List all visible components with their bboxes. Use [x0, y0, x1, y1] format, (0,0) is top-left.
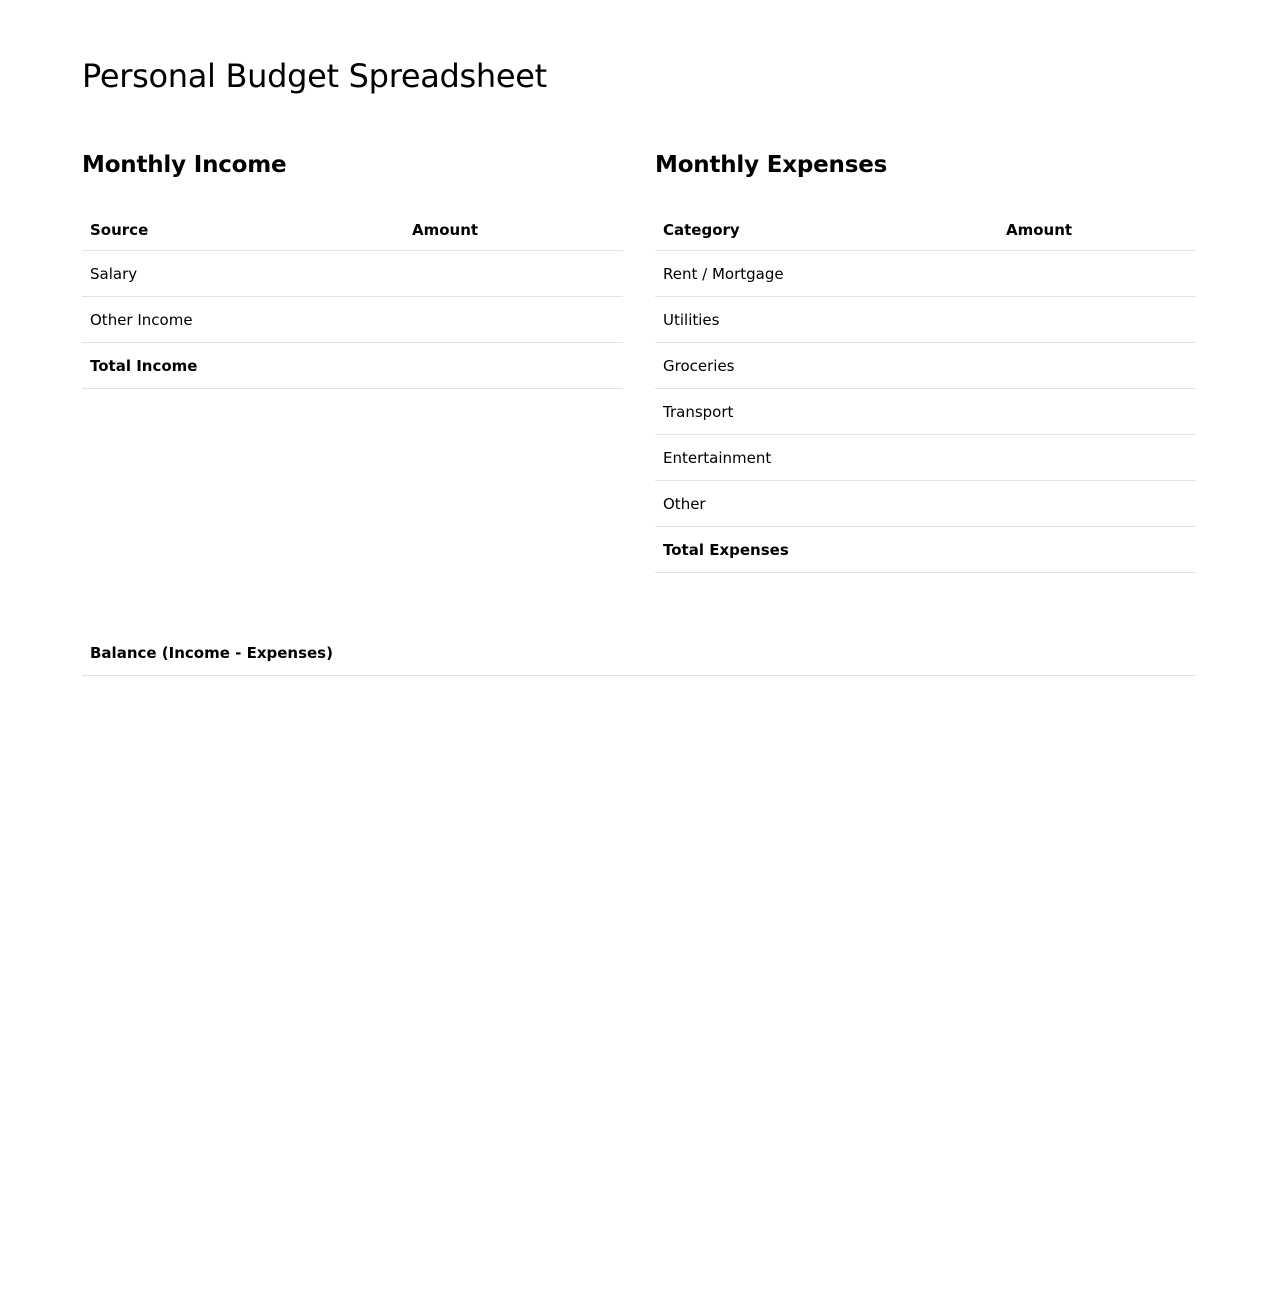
- income-row-label: Salary: [82, 251, 404, 297]
- expenses-total-amount: [998, 527, 1196, 573]
- income-table-header-row: [82, 210, 623, 251]
- expense-row-label: Transport: [655, 389, 998, 435]
- table-row: [655, 297, 1196, 343]
- expenses-section-title: Monthly Expenses: [655, 152, 888, 178]
- expenses-section: [655, 148, 1196, 573]
- table-row: [655, 389, 1196, 435]
- expense-groceries-amount-cell[interactable]: [998, 343, 1196, 389]
- expenses-total-row: [655, 527, 1196, 573]
- table-row: [82, 251, 623, 297]
- income-total-row: [82, 343, 623, 389]
- expense-row-label: Entertainment: [655, 435, 998, 481]
- expense-other-amount-cell[interactable]: [998, 481, 1196, 527]
- table-row: [82, 297, 623, 343]
- expenses-table: [655, 210, 1196, 573]
- income-section-title: Monthly Income: [82, 152, 287, 178]
- balance-label: Balance (Income - Expenses): [90, 644, 333, 662]
- expense-row-label: Other: [655, 481, 998, 527]
- page-title: Personal Budget Spreadsheet: [82, 57, 547, 95]
- expense-rent-amount-cell[interactable]: [998, 251, 1196, 297]
- table-row: [655, 481, 1196, 527]
- table-row: [655, 251, 1196, 297]
- expense-row-label: Rent / Mortgage: [655, 251, 998, 297]
- expense-transport-amount-cell[interactable]: [998, 389, 1196, 435]
- income-salary-amount-cell[interactable]: [404, 251, 623, 297]
- table-row: [655, 343, 1196, 389]
- expense-row-label: Groceries: [655, 343, 998, 389]
- income-section: [82, 148, 623, 389]
- table-row: [655, 435, 1196, 481]
- income-header-amount: Amount: [404, 210, 623, 251]
- expense-entertainment-amount-cell[interactable]: [998, 435, 1196, 481]
- balance-row: [82, 632, 1196, 676]
- income-table: [82, 210, 623, 389]
- income-total-label: Total Income: [82, 343, 404, 389]
- expenses-total-label: Total Expenses: [655, 527, 998, 573]
- income-other-amount-cell[interactable]: [404, 297, 623, 343]
- expenses-header-amount: Amount: [998, 210, 1196, 251]
- income-total-amount: [404, 343, 623, 389]
- expense-row-label: Utilities: [655, 297, 998, 343]
- income-header-source: Source: [82, 210, 404, 251]
- expenses-table-header-row: [655, 210, 1196, 251]
- income-row-label: Other Income: [82, 297, 404, 343]
- expense-utilities-amount-cell[interactable]: [998, 297, 1196, 343]
- expenses-header-category: Category: [655, 210, 998, 251]
